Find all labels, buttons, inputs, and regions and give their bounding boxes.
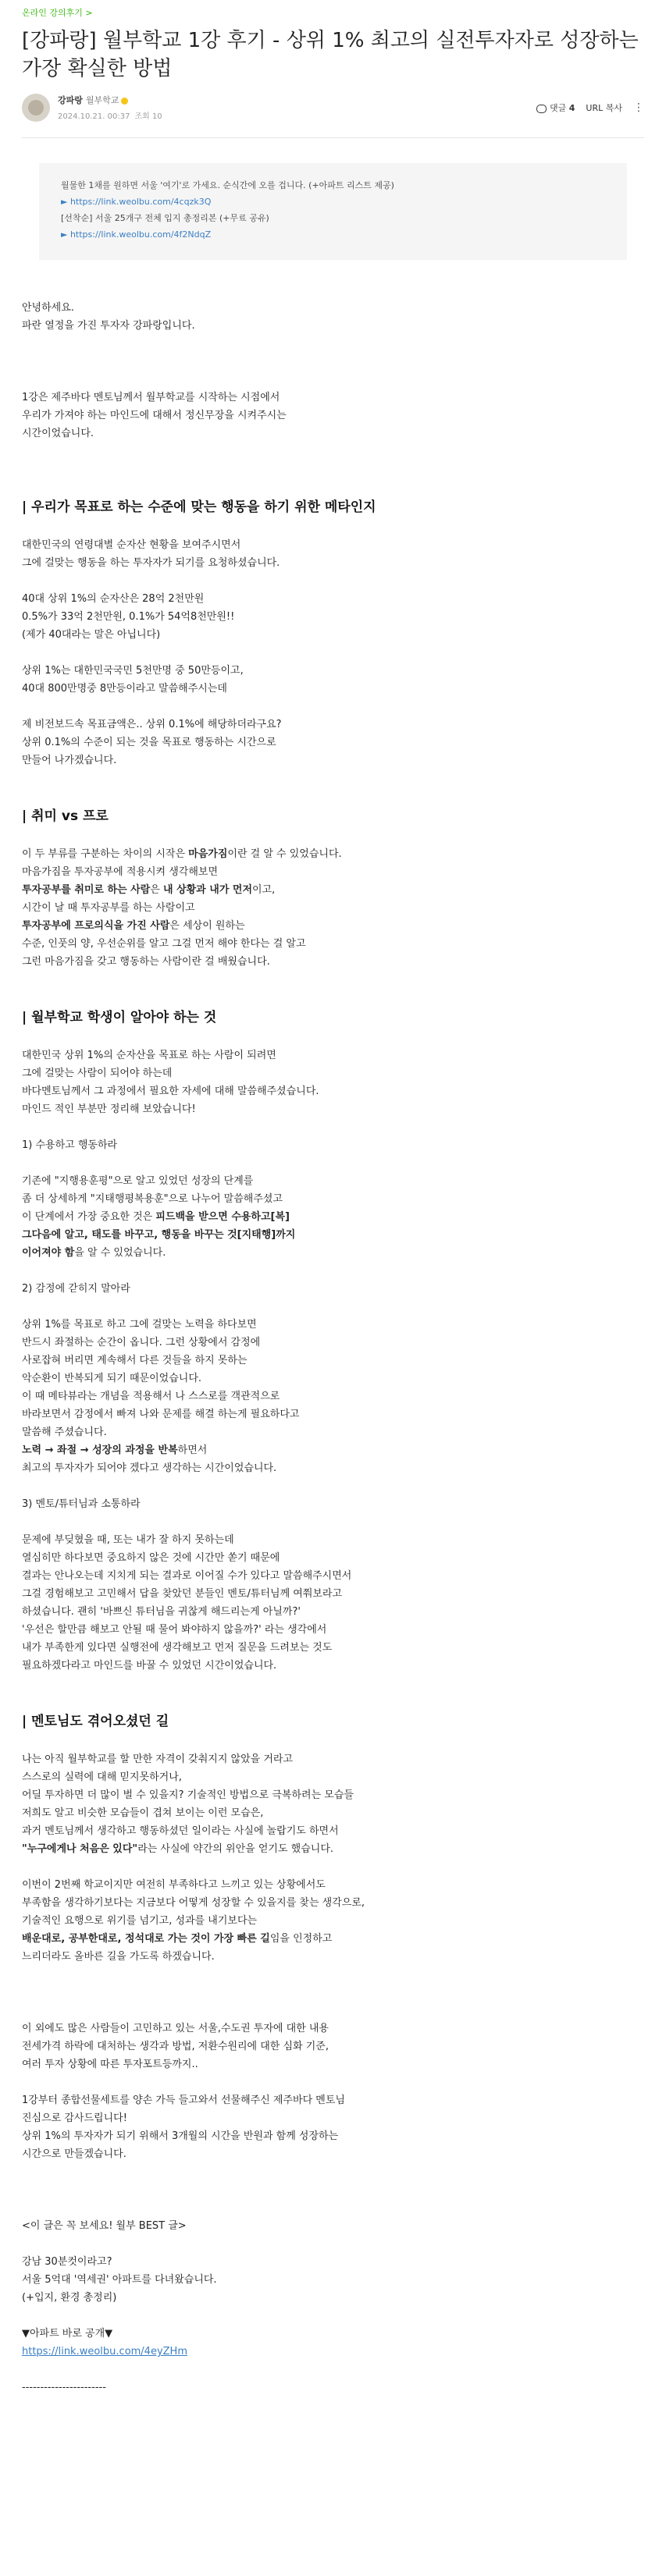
body-text: 40대 800만명중 8만등이라고 말씀해주시는데 — [22, 683, 227, 695]
body-text: 이 때 메타뷰라는 개념을 적용해서 나 스스로를 객관적으로 — [22, 1391, 280, 1402]
body-text: (제가 40대라는 말은 아닙니다) — [22, 629, 161, 641]
section-heading: | 멘토님도 겪어오셨던 길 — [22, 1714, 169, 1729]
body-text: 저희도 알고 비슷한 모습들이 겹쳐 보이는 이런 모습은, — [22, 1807, 264, 1819]
notice-box — [39, 163, 627, 260]
comment-label: 댓글 — [550, 103, 567, 113]
body-text: 내가 부족한게 있다면 실행전에 생각해보고 먼저 질문을 드려보는 것도 — [22, 1642, 333, 1654]
body-text: 여러 투자 상황에 따른 투자포트등까지.. — [22, 2059, 198, 2070]
body-text: 서울 5억대 '역세권' 아파트를 다녀왔습니다. — [22, 2274, 217, 2286]
body-text: 배운대로, 공부한대로, 정석대로 가는 것이 가장 빠른 길임을 인정하고 — [22, 1933, 333, 1945]
body-text: 느리더라도 올바른 길을 가도록 하겠습니다. — [22, 1951, 215, 1963]
body-text: 마인드 적인 부분만 정리해 보았습니다! — [22, 1103, 196, 1115]
body-text: 40대 상위 1%의 순자산은 28억 2천만원 — [22, 593, 205, 605]
author-info — [58, 94, 128, 106]
body-text: 최고의 투자자가 되어야 겠다고 생각하는 시간이었습니다. — [22, 1462, 277, 1474]
divider-text: ----------------------- — [22, 2382, 106, 2393]
more-options-icon[interactable]: ⋮ — [633, 101, 644, 114]
body-text: 그에 걸맞는 사람이 되어야 하는데 — [22, 1068, 173, 1079]
body-text: 어딜 투자하면 더 많이 벌 수 있을지? 기술적인 방법으로 극복하려는 모습들 — [22, 1789, 354, 1801]
body-text: 이 두 부류를 구분하는 차이의 시작은 마음가짐이란 걸 알 수 있었습니다. — [22, 848, 342, 860]
body-text: 상위 0.1%의 수준이 되는 것을 목표로 행동하는 시간으로 — [22, 737, 276, 748]
body-text: 강남 30분컷이라고? — [22, 2256, 112, 2268]
body-text: 상위 1%는 대한민국국민 5천만명 중 50만등이고, — [22, 665, 244, 677]
comment-button[interactable] — [536, 101, 575, 114]
post-title: [강파랑] 월부학교 1강 후기 - 상위 1% 최고의 실전투자자로 성장하는 가장 확실한 방법 — [22, 29, 639, 80]
body-text: 투자공부에 프로의식을 가진 사람은 세상이 원하는 — [22, 920, 245, 932]
body-text: 이번이 2번째 학교이지만 여전히 부족하다고 느끼고 있는 상황에서도 — [22, 1879, 326, 1891]
body-text: 파란 열정을 가진 투자자 강파랑입니다. — [22, 320, 195, 332]
post-actions — [536, 101, 644, 114]
body-text: 이어져야 함을 알 수 있었습니다. — [22, 1247, 166, 1259]
body-text: 노력 → 좌절 → 성장의 과정을 반복하면서 — [22, 1444, 208, 1456]
comment-count: 4 — [568, 103, 575, 113]
section-heading: | 취미 vs 프로 — [22, 808, 109, 824]
body-text: 그걸 경험해보고 고민해서 답을 찾았던 분들인 멘토/튜터님께 여쭤보라고 — [22, 1588, 343, 1600]
avatar[interactable] — [22, 94, 50, 122]
body-text: 기존에 "지행용훈평"으로 알고 있었던 성장의 단계를 — [22, 1175, 254, 1187]
body-text: '우선은 할만큼 해보고 안될 때 물어 봐야하지 않을까?' 라는 생각에서 — [22, 1624, 327, 1636]
author-name[interactable]: 강파랑 — [58, 95, 83, 105]
body-text: 1강은 제주바다 멘토님께서 월부학교를 시작하는 시점에서 — [22, 392, 280, 403]
body-text: 시간이 날 때 투자공부를 하는 사람이고 — [22, 902, 195, 914]
body-text: 1강부터 종합선물세트를 양손 가득 들고와서 선물해주신 제주바다 멘토님 — [22, 2095, 345, 2106]
section-heading: | 월부학교 학생이 알아야 하는 것 — [22, 1010, 217, 1025]
notice-link[interactable]: ► https://link.weolbu.com/4cqzk3Q — [61, 197, 212, 207]
view-count: 조회 10 — [134, 112, 162, 121]
body-text: "누구에게나 처음은 있다"라는 사실에 약간의 위안을 얻기도 했습니다. — [22, 1843, 334, 1855]
subheading: 3) 멘토/튜터님과 소통하라 — [22, 1498, 141, 1510]
author-grade: 월부학교 — [85, 95, 119, 105]
post-body — [22, 299, 644, 2397]
body-text: 과거 멘토님께서 생각하고 행동하셨던 일이라는 사실에 놀랍기도 하면서 — [22, 1825, 339, 1837]
body-text: 상위 1%의 투자자가 되기 위해서 3개월의 시간을 반원과 함께 성장하는 — [22, 2130, 339, 2142]
comment-icon — [536, 105, 547, 113]
body-text: <이 글은 꼭 보세요! 월부 BEST 글> — [22, 2220, 187, 2232]
body-text: 하셨습니다. 괜히 '바쁘신 튜터님을 귀찮게 해드리는게 아닐까?' — [22, 1606, 301, 1618]
subheading: 1) 수용하고 행동하라 — [22, 1139, 118, 1151]
body-text: 대한민국 상위 1%의 순자산을 목표로 하는 사람이 되려면 — [22, 1050, 276, 1061]
post-meta — [22, 94, 644, 126]
body-text: 우리가 가져야 하는 마인드에 대해서 정신무장을 시켜주시는 — [22, 410, 287, 421]
body-text: ▼아파트 바로 공개▼ — [22, 2328, 113, 2340]
body-text: 이 외에도 많은 사람들이 고민하고 있는 서울,수도권 투자에 대한 내용 — [22, 2023, 329, 2034]
grade-badge-icon — [121, 98, 128, 105]
body-text: 상위 1%를 목표로 하고 그에 걸맞는 노력을 하다보면 — [22, 1319, 257, 1331]
article-link[interactable]: https://link.weolbu.com/4eyZHm — [22, 2346, 187, 2357]
body-text: 시간이었습니다. — [22, 428, 94, 439]
body-text: 제 비전보드속 목표금액은.. 상위 0.1%에 해당하더라구요? — [22, 719, 282, 730]
body-text: 좀 더 상세하게 "지태행평복용훈"으로 나누어 말씀해주셨고 — [22, 1193, 283, 1205]
subheading: 2) 감정에 갇히지 말아라 — [22, 1283, 130, 1295]
header-divider — [22, 137, 644, 138]
body-text: 그다음에 알고, 태도를 바꾸고, 행동을 바꾸는 것[지태행]까지 — [22, 1229, 296, 1241]
body-text: 진심으로 감사드립니다! — [22, 2112, 127, 2124]
body-text: 마음가짐을 투자공부에 적용시켜 생각해보면 — [22, 866, 218, 878]
body-text: 사로잡혀 버리면 계속해서 다른 것들을 하지 못하는 — [22, 1355, 248, 1366]
body-text: 만들어 나가겠습니다. — [22, 755, 117, 766]
body-text: 반드시 좌절하는 순간이 옵니다. 그런 상황에서 감정에 — [22, 1337, 261, 1348]
body-text: 열심히만 하다보면 중요하지 않은 것에 시간만 쏟기 때문에 — [22, 1552, 280, 1564]
body-text: 부족함을 생각하기보다는 지금보다 어떻게 성장할 수 있을지를 찾는 생각으로, — [22, 1897, 365, 1909]
body-text: 바다멘토님께서 그 과정에서 필요한 자세에 대해 말씀해주셨습니다. — [22, 1085, 319, 1097]
body-text: 그에 걸맞는 행동을 하는 투자자가 되기를 요청하셨습니다. — [22, 557, 280, 569]
body-text: 0.5%가 33억 2천만원, 0.1%가 54억8천만원!! — [22, 611, 235, 623]
post-date: 2024.10.21. 00:37 — [58, 112, 130, 121]
post-date-views — [58, 109, 167, 121]
body-text: 나는 아직 월부학교를 할 만한 자격이 갖춰지지 않았을 거라고 — [22, 1753, 294, 1765]
post-container — [22, 0, 644, 2397]
section-heading: | 우리가 목표로 하는 수준에 맞는 행동을 하기 위한 메타인지 — [22, 499, 376, 515]
body-text: 시간으로 만들겠습니다. — [22, 2148, 126, 2160]
body-text: 전세가격 하락에 대처하는 생각과 방법, 저환수원리에 대한 심화 기준, — [22, 2041, 329, 2052]
body-text: 악순환이 반복되게 되기 때문이었습니다. — [22, 1373, 202, 1384]
body-text: 바라보면서 감정에서 빠져 나와 문제를 해결 하는게 필요하다고 — [22, 1409, 300, 1420]
body-text: 스스로의 실력에 대해 믿지못하거나, — [22, 1771, 182, 1783]
body-text: 안녕하세요. — [22, 302, 74, 314]
body-text: 그런 마음가짐을 갖고 행동하는 사람이란 걸 배웠습니다. — [22, 956, 270, 968]
body-text: 대한민국의 연령대별 순자산 현황을 보여주시면서 — [22, 539, 241, 551]
notice-link[interactable]: ► https://link.weolbu.com/4f2NdqZ — [61, 229, 212, 240]
body-text: 이 단계에서 가장 중요한 것은 피드백을 받으면 수용하고[복] — [22, 1211, 290, 1223]
body-text: 기술적인 요행으로 위기를 넘기고, 성과를 내기보다는 — [22, 1915, 258, 1927]
body-text: (+입지, 환경 총정리) — [22, 2292, 117, 2304]
category-link[interactable]: 온라인 강의후기 > — [22, 8, 93, 18]
url-copy-button[interactable]: URL 복사 — [586, 103, 622, 113]
body-text: 문제에 부딪혔을 때, 또는 내가 잘 하지 못하는데 — [22, 1534, 234, 1546]
body-text: 수준, 인풋의 양, 우선순위를 알고 그걸 먼저 해야 한다는 걸 알고 — [22, 938, 306, 950]
body-text: 말씀해 주셨습니다. — [22, 1427, 107, 1438]
body-text: 결과는 안나오는데 지치게 되는 결과로 이어질 수가 있다고 말씀해주시면서 — [22, 1570, 352, 1582]
body-text: 투자공부를 취미로 하는 사람은 내 상황과 내가 먼저이고, — [22, 884, 276, 896]
body-text: 필요하겠다라고 마인드를 바꿀 수 있었던 시간이었습니다. — [22, 1660, 277, 1672]
notice-line: [선착순] 서울 25개구 전체 입지 총정리본 (+무료 공유) — [61, 213, 269, 223]
notice-line: 월물한 1채를 원하면 서울 '여기'로 가세요. 순식간에 오를 겁니다. (+아파트 리스트 제공) — [61, 180, 394, 190]
